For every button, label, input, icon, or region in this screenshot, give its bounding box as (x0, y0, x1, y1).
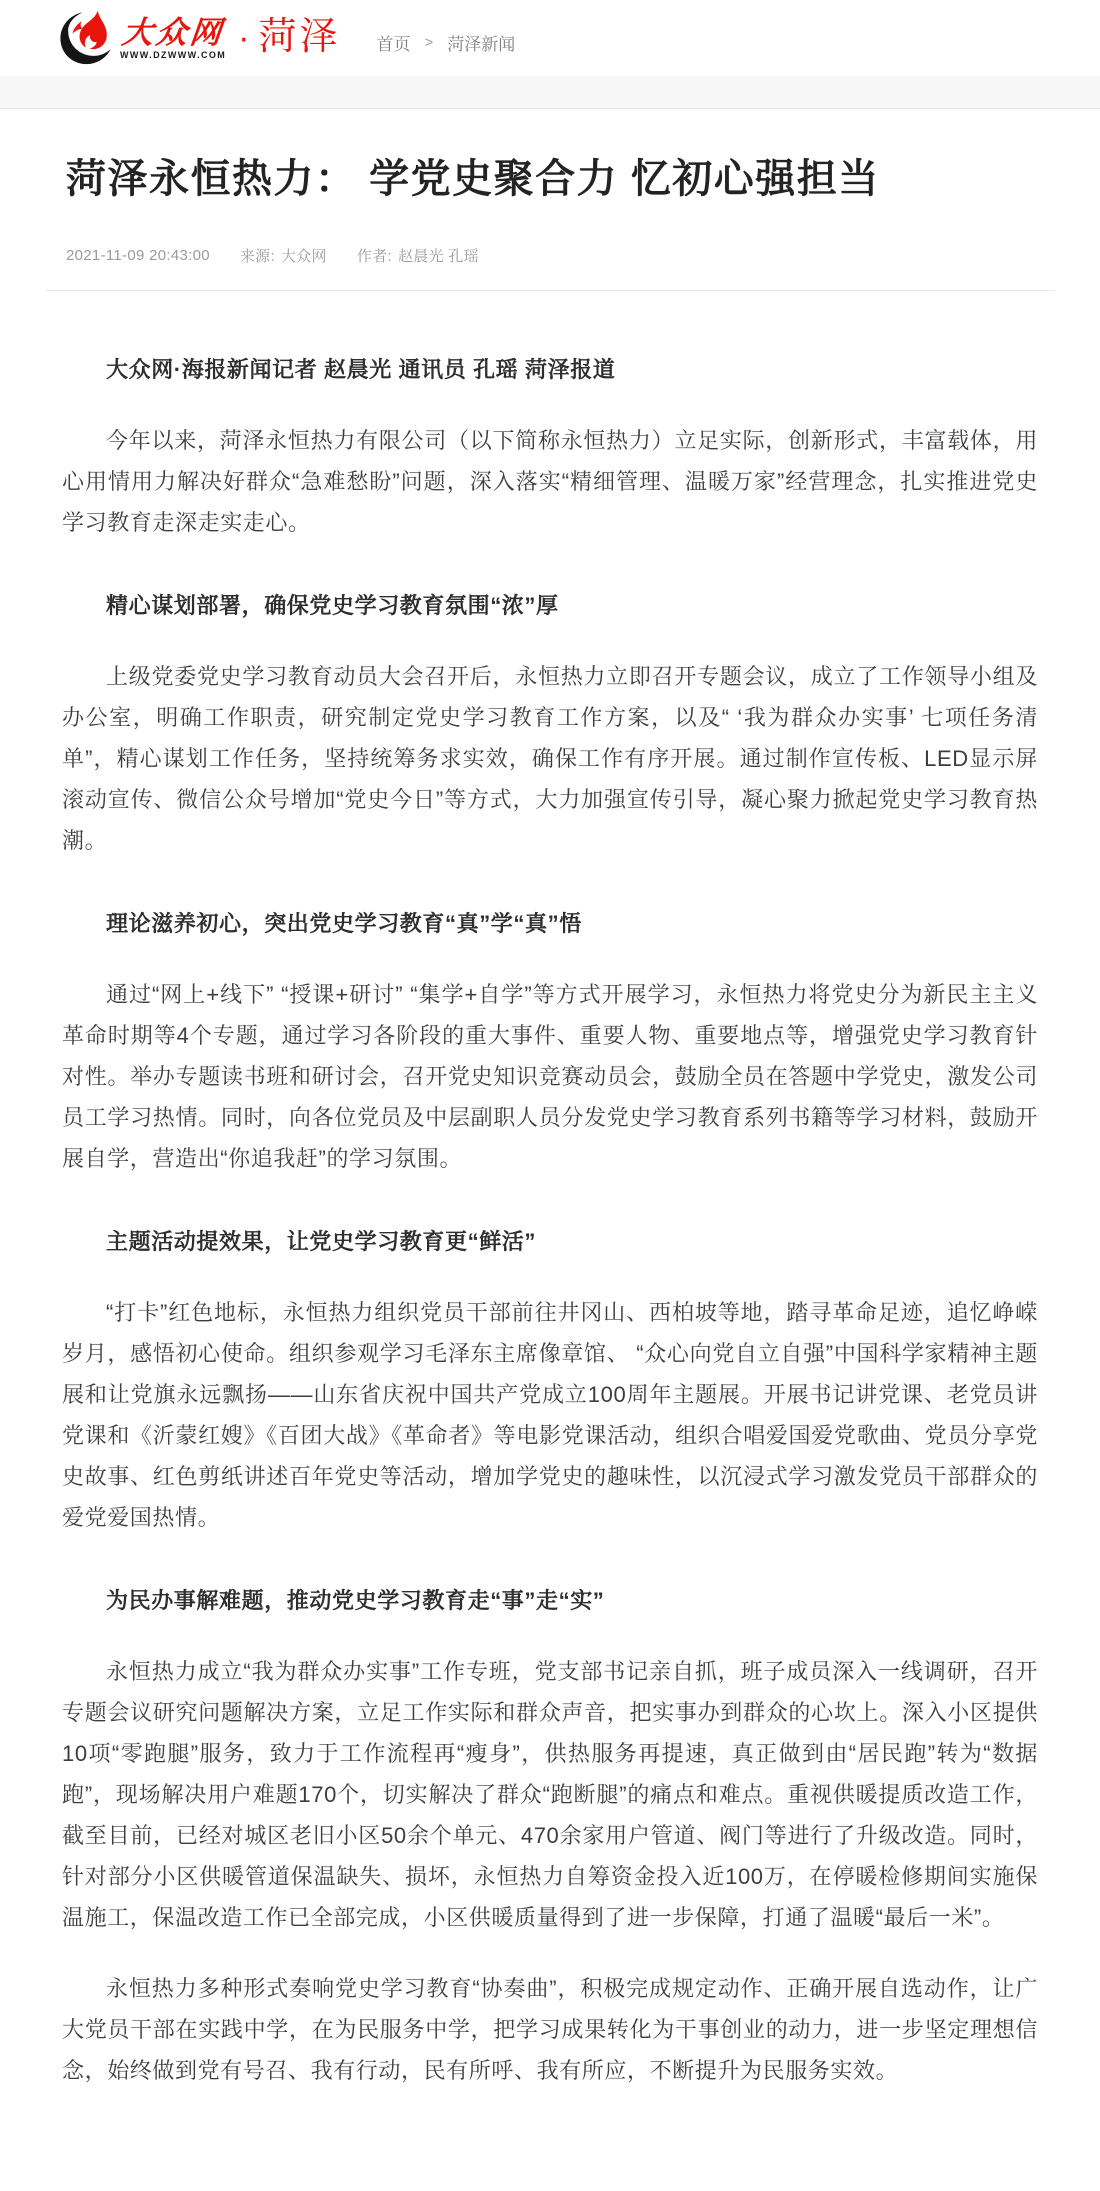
brand-name: 大众网 (120, 14, 226, 50)
breadcrumb-home-link[interactable]: 首页 (376, 34, 411, 54)
article-paragraph: 永恒热力成立“我为群众办实事”工作专班，党支部书记亲自抓，班子成员深入一线调研，召开专题会议研究问题解决方案，立足工作实际和群众声音，把实事办到群众的心坎上。深入小区提供10项“零跑腿”服务，致力于工作流程再“瘦身”，供热服务再提速，真正做到由“居民跑”转为“数据跑”，现场解决用户难题170个，切实解决了群众“跑断腿”的痛点和难点。重视供暖提质改造工作，截至目前，已经对城区老旧小区50余个单元、470余家用户管道、阀门等进行了升级改造。同时，针对部分小区供暖管道保温缺失、损坏，永恒热力自筹资金投入近100万，在停暖检修期间实施保温施工，保温改造工作已全部完成，小区供暖质量得到了进一步保障，打通了温暖“最后一米”。 (62, 1659, 1038, 1930)
publish-datetime: 2021-11-09 20:43:00 (66, 247, 210, 264)
logo-dot-separator: · (238, 19, 250, 57)
brand-block (120, 14, 227, 60)
section-heading: 理论滋养初心，突出党史学习教育“真”学“真”悟 (106, 911, 582, 936)
author-value: 赵晨光 孔瑶 (397, 248, 479, 265)
section-heading: 为民办事解难题，推动党史学习教育走“事”走“实” (106, 1588, 605, 1613)
article-title: 菏泽永恒热力： 学党史聚合力 忆初心强担当 (66, 157, 880, 201)
source-value: 大众网 (280, 248, 327, 265)
site-channel-name: 菏泽 (258, 16, 341, 58)
breadcrumb (377, 22, 516, 55)
brand-url: WWW.DZWWW.COM (120, 49, 227, 60)
article-paragraph: 上级党委党史学习教育动员大会召开后，永恒热力立即召开专题会议，成立了工作领导小组及办公室，明确工作职责，研究制定党史学习教育工作方案，以及“ ‘我为群众办实事’ 七项任务清单”，精心谋划工作任务，坚持统筹务求实效，确保工作有序开展。通过制作宣传板、LED显示屏滚动宣传、微信公众号增加“党史今日”等方式，大力加强宣传引导，凝心聚力掀起党史学习教育热潮。 (62, 664, 1038, 853)
source-group (240, 245, 327, 266)
article-paragraph: 通过“网上+线下” “授课+研讨” “集学+自学”等方式开展学习，永恒热力将党史分为新民主主义革命时期等4个专题，通过学习各阶段的重大事件、重要人物、重要地点等，增强党史学习教育针对性。举办专题读书班和研讨会，召开党史知识竞赛动员会，鼓励全员在答题中学党史，激发公司员工学习热情。同时，向各位党员及中层副职人员分发党史学习教育系列书籍等学习材料，鼓励开展自学，营造出“你追我赶”的学习氛围。 (62, 982, 1038, 1171)
author-group (357, 245, 479, 266)
article-paragraph: “打卡”红色地标，永恒热力组织党员干部前往井冈山、西柏坡等地，踏寻革命足迹，追忆峥嵘岁月，感悟初心使命。组织参观学习毛泽东主席像章馆、 “众心向党自立自强”中国科学家精神主题展和让党旗永远飘扬——山东省庆祝中国共产党成立100周年主题展。开展书记讲党课、老党员讲党课和《沂蒙红嫂》《百团大战》《革命者》等电影党课活动，组织合唱爱国爱党歌曲、党员分享党史故事、红色剪纸讲述百年党史等活动，增加学党史的趣味性，以沉浸式学习激发党员干部群众的爱党爱国热情。 (62, 1300, 1038, 1530)
flame-logo-icon (58, 9, 116, 67)
breadcrumb-separator-icon: > (424, 33, 434, 51)
article-byline: 大众网·海报新闻记者 赵晨光 通讯员 孔瑶 菏泽报道 (106, 357, 616, 382)
article-paragraph: 今年以来，菏泽永恒热力有限公司（以下简称永恒热力）立足实际，创新形式，丰富载体，用心用情用力解决好群众“急难愁盼”问题，深入落实“精细管理、温暖万家”经营理念，扎实推进党史学习教育走深走实走心。 (62, 428, 1038, 535)
breadcrumb-current-link[interactable]: 菏泽新闻 (447, 34, 516, 54)
subheader-strip (0, 76, 1100, 109)
article-meta (66, 245, 1034, 266)
section-heading: 主题活动提效果，让党史学习教育更“鲜活” (106, 1229, 537, 1254)
article-body (46, 349, 1054, 2091)
article-container (0, 153, 1100, 2151)
source-label: 来源: (239, 248, 275, 265)
article-paragraph: 永恒热力多种形式奏响党史学习教育“协奏曲”，积极完成规定动作、正确开展自选动作，让广大党员干部在实践中学，在为民服务中学，把学习成果转化为干事创业的动力，进一步坚定理想信念，始终做到党有号召、我有行动，民有所呼、我有所应，不断提升为民服务实效。 (62, 1976, 1038, 2083)
site-logo[interactable] (58, 9, 341, 67)
section-heading: 精心谋划部署，确保党史学习教育氛围“浓”厚 (106, 593, 559, 618)
author-label: 作者: (356, 248, 392, 265)
site-header (0, 0, 1100, 76)
meta-divider (46, 290, 1054, 291)
